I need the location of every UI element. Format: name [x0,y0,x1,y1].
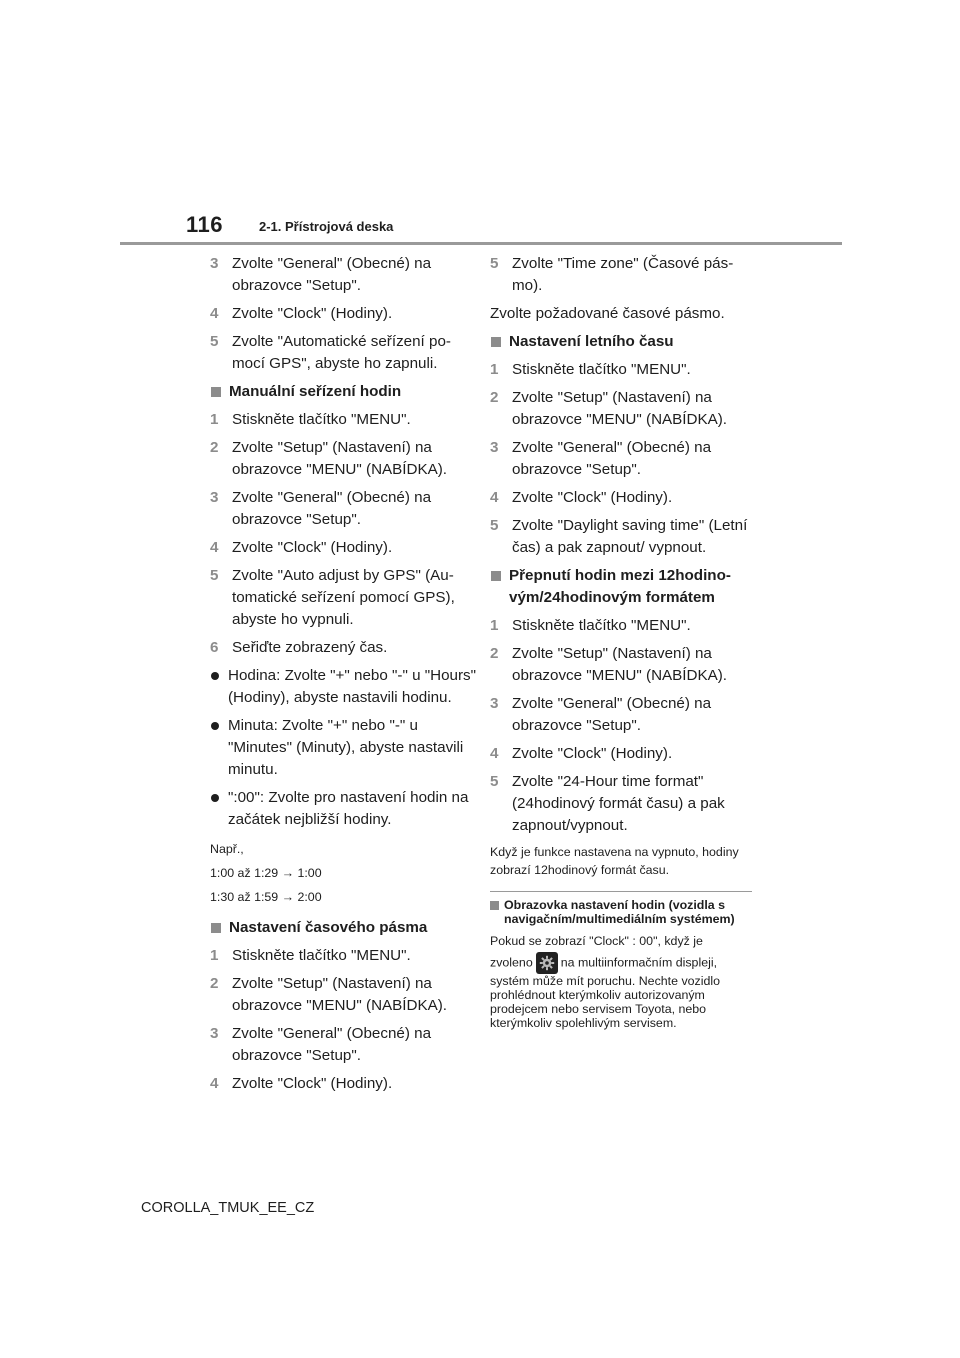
step-item: 2 Zvolte "Setup" (Nastavení) na obrazovce "MENU" (NABÍDKA). [490,645,728,684]
step-item: 4 Zvolte "Clock" (Hodiny). [210,305,393,322]
section-title: 2-1. Přístrojová deska [259,219,394,234]
step-item: 5 Zvolte "Daylight saving time" (Letní čas) a pak zapnout/ vypnout. [490,517,748,556]
step-item: 4 Zvolte "Clock" (Hodiny). [210,1075,393,1092]
step-item: 2 Zvolte "Setup" (Nastavení) na obrazovce "MENU" (NABÍDKA). [210,975,448,1014]
section-heading: Manuální seřízení hodin [210,381,478,403]
example-label: Např., [210,842,244,856]
note-paragraph: Když je funkce nastavena na vypnuto, hodiny zobrazí 12hodinový formát času. [490,845,739,877]
step-item: 6 Seřiďte zobrazený čas. [210,639,388,656]
section-heading: Nastavení časového pásma [210,917,478,939]
step-item: 4 Zvolte "Clock" (Hodiny). [210,539,393,556]
bullet-dot-icon [211,722,219,730]
step-item: 3 Zvolte "General" (Obecné) na obrazovce "Setup". [490,695,712,734]
bullet-dot-icon [211,672,219,680]
document-footer: COROLLA_TMUK_EE_CZ [141,1200,315,1216]
bullet-item: ":00": Zvolte pro nastavení hodin na začátek nejbližší hodiny. [210,787,478,831]
step-item: 1 Stiskněte tlačítko "MENU". [210,411,411,428]
section-heading: Přepnutí hodin mezi 12hodinovým/24hodinovým formátem [490,565,752,609]
step-item: 4 Zvolte "Clock" (Hodiny). [490,489,673,506]
step-item: 5 Zvolte "Time zone" (Časové pásmo). [490,255,734,294]
paragraph: Zvolte požadované časové pásmo. [490,305,725,322]
right-column [490,253,752,1034]
info-box [490,891,752,1030]
step-item: 1 Stiskněte tlačítko "MENU". [490,361,691,378]
bullet-dot-icon [211,794,219,802]
step-item: 1 Stiskněte tlačítko "MENU". [490,617,691,634]
page-number: 116 [186,212,223,237]
step-item: 5 Zvolte "Auto adjust by GPS" (Automatické seřízení pomocí GPS), abyste ho vypnuli. [210,567,455,628]
gear-icon [536,952,558,974]
step-item: 4 Zvolte "Clock" (Hodiny). [490,745,673,762]
header-divider [120,242,842,245]
section-heading: Nastavení letního času [490,331,752,353]
bullet-item: Minuta: Zvolte "+" nebo "-" u "Minutes" (Minuty), abyste nastavili minutu. [210,715,478,781]
step-item: 3 Zvolte "General" (Obecné) na obrazovce "Setup". [210,489,432,528]
step-item: 2 Zvolte "Setup" (Nastavení) na obrazovce "MENU" (NABÍDKA). [490,389,728,428]
example-line: 1:30 až 1:59 → 2:00 [210,890,322,904]
example-block [210,837,478,909]
step-item: 3 Zvolte "General" (Obecné) na obrazovce "Setup". [490,439,712,478]
square-bullet-icon [490,901,499,910]
square-bullet-icon [491,571,501,581]
left-column [210,253,478,1101]
step-item: 3 Zvolte "General" (Obecné) na obrazovce "Setup". [210,1025,432,1064]
square-bullet-icon [211,387,221,397]
square-bullet-icon [491,337,501,347]
step-item: 1 Stiskněte tlačítko "MENU". [210,947,411,964]
step-item: 2 Zvolte "Setup" (Nastavení) na obrazovce "MENU" (NABÍDKA). [210,439,448,478]
step-item: 5 Zvolte "24-Hour time format" (24hodinový formát času) a pak zapnout/vypnout. [490,773,725,834]
step-item: 5 Zvolte "Automatické seřízení pomocí GPS", abyste ho zapnuli. [210,333,451,372]
bullet-item: Hodina: Zvolte "+" nebo "-" u "Hours" (Hodiny), abyste nastavili hodinu. [210,665,478,709]
info-box-title: Obrazovka nastavení hodin (vozidla s navigačním/multimediálním systémem) [490,898,752,926]
info-box-text: Pokud se zobrazí "Clock" : 00", když je zvoleno na multiinformačním displeji, systém může mít poruchu. Nechte vozidlo prohlédnout kterýmkoliv autorizovaným prodejcem nebo servisem Toyota, nebo kterýmkoliv spolehlivým servisem. [490,934,721,1030]
step-item: 3 Zvolte "General" (Obecné) na obrazovce "Setup". [210,255,432,294]
example-line: 1:00 až 1:29 → 1:00 [210,866,322,880]
square-bullet-icon [211,923,221,933]
